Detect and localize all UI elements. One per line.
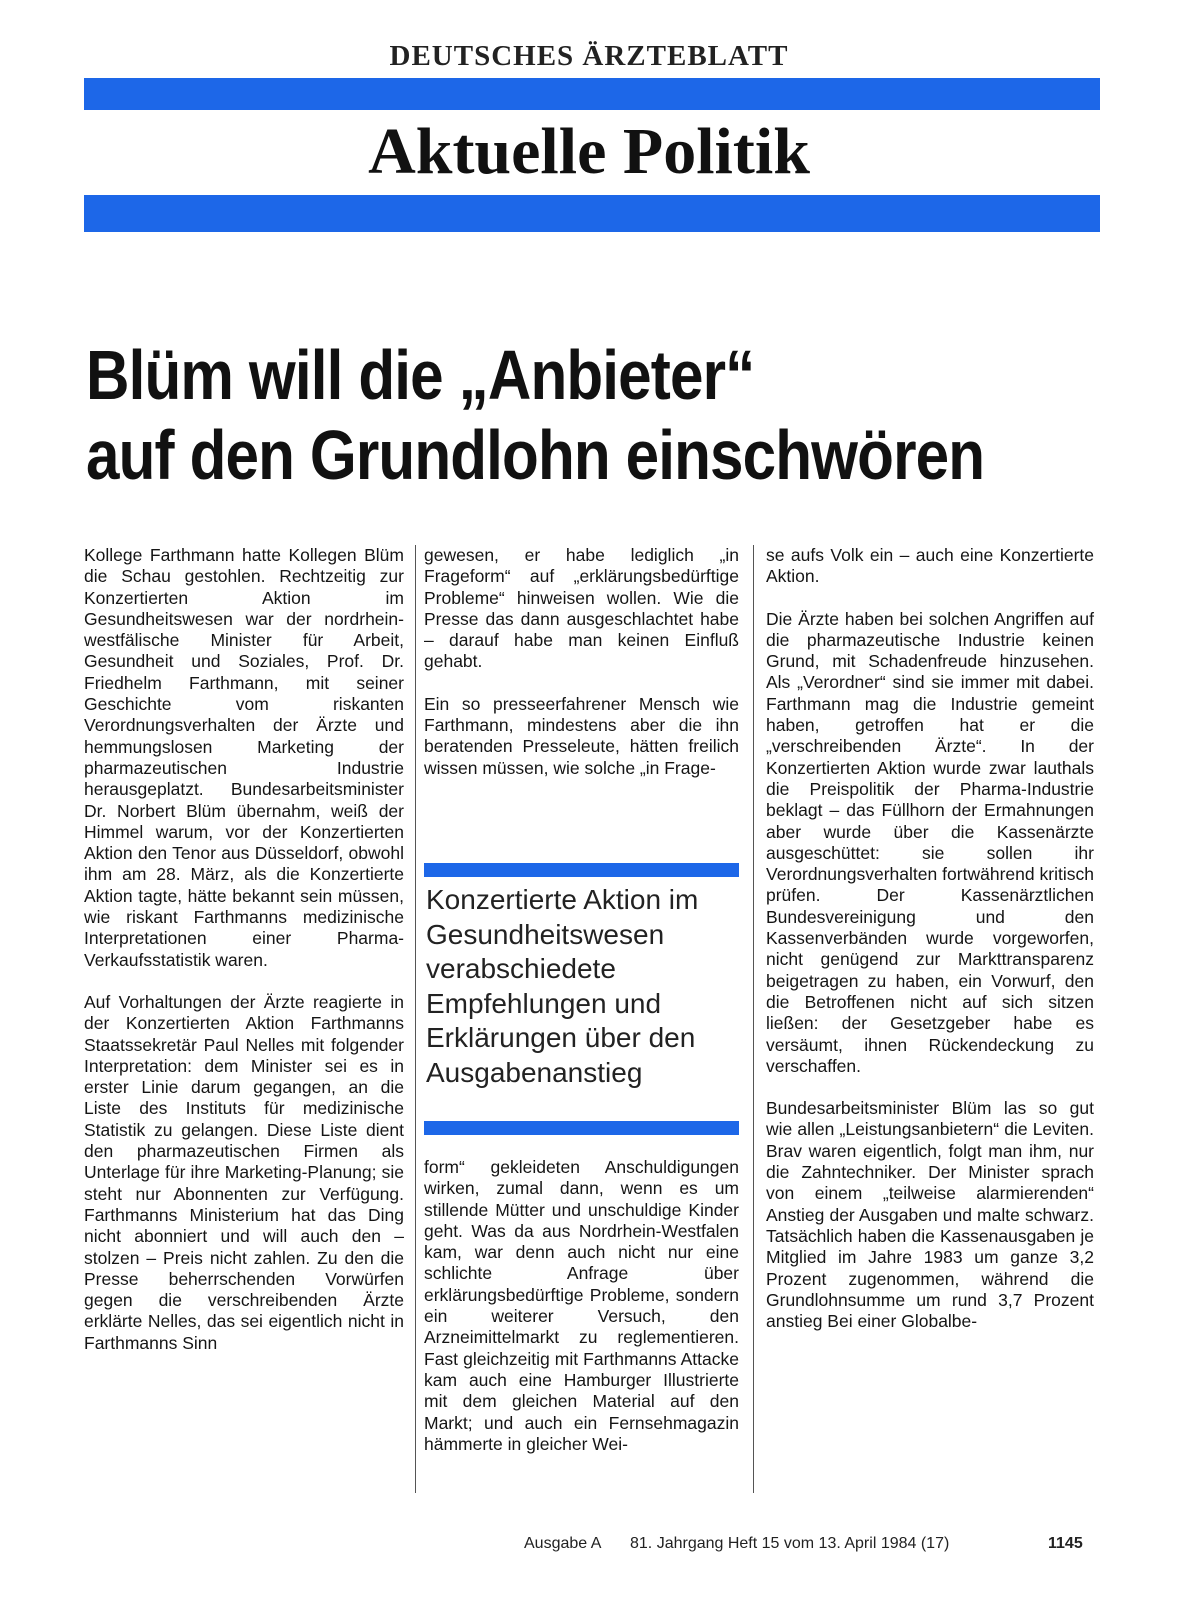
top-blue-band (84, 78, 1100, 110)
paragraph: se aufs Volk ein – auch eine Konzertierte Aktion. (766, 545, 1094, 587)
article-column-2-continued (424, 1157, 739, 1476)
paragraph: Ein so presseerfahrener Mensch wie Farthmann, mindestens aber die ihn beratenden Presseleute, hätten freilich wissen müssen, wie solche „in Frage- (424, 693, 739, 778)
paragraph: form“ gekleideten Anschuldigungen wirken, zumal dann, wenn es um stillende Mütter und unschuldige Kinder geht. Was da aus Nordrhein-Westfalen kam, war denn auch nicht nur eine schlichte Anfrage über erklärungsbedürftige Probleme, sondern ein weiterer Versuch, den Arzneimittelmarkt zu reglementieren. Fast gleichzeitig mit Farthmanns Attacke kam auch eine Hamburger Illustrierte mit dem gleichen Material auf den Markt; und auch ein Fernsehmagazin hämmerte in gleicher Wei- (424, 1157, 739, 1454)
bottom-blue-band (84, 195, 1100, 232)
pull-quote-box: Konzertierte Aktion im Gesundheitswesen verabschiedete Empfehlungen und Erklärungen über den Ausgabenanstieg (426, 884, 699, 1088)
column-divider (753, 545, 754, 1493)
section-title: Aktuelle Politik (368, 115, 810, 188)
headline-line-1: Blüm will die „Anbieter“ (86, 336, 755, 414)
masthead: DEUTSCHES ÄRZTEBLATT (389, 40, 789, 72)
column-divider (415, 545, 416, 1493)
footer-edition: Ausgabe A (524, 1535, 602, 1552)
paragraph: Auf Vorhaltungen der Ärzte reagierte in der Konzertierten Aktion Farthmanns Staatssekretär Paul Nelles mit folgender Interpretation: dem Minister sei es in erster Linie darum gegangen, an die Liste des Instituts für medizinische Statistik zu gelangen. Diese Liste dient den pharmazeutischen Firmen als Unterlage für ihre Marketing-Planung; sie steht nur Abonnenten zur Verfügung. Farthmanns Ministerium hat das Ding nicht abonniert und will auch den – stolzen – Preis nicht zahlen. Zu den die Presse beherrschenden Vorwürfen gegen die verschreibenden Ärzte erklärte Nelles, das sei eigentlich nicht in Farthmanns Sinn (84, 991, 404, 1353)
box-top-band (424, 863, 739, 877)
article-column-2 (424, 545, 739, 800)
paragraph: Kollege Farthmann hatte Kollegen Blüm die Schau gestohlen. Rechtzeitig zur Konzertierten Aktion im Gesundheitswesen war der nordrhein-westfälische Minister für Arbeit, Gesundheit und Soziales, Prof. Dr. Friedhelm Farthmann, mit seiner Geschichte vom riskanten Verordnungsverhalten der Ärzte und hemmungslosen Marketing der pharmazeutischen Industrie herausgeplatzt. Bundesarbeitsminister Dr. Norbert Blüm übernahm, weiß der Himmel warum, vor der Konzertierten Aktion den Tenor aus Düsseldorf, obwohl ihm am 28. März, als die Konzertierte Aktion tagte, hätte bekannt sein müssen, wie riskant Farthmanns medizinische Interpretationen einer Pharma-Verkaufsstatistik waren. (84, 545, 404, 970)
footer-issue: 81. Jahrgang Heft 15 vom 13. April 1984 (17) (630, 1535, 950, 1552)
paragraph: gewesen, er habe lediglich „in Frageform“ auf „erklärungsbedürftige Probleme“ hinweisen wollen. Wie die Presse das dann ausgeschlachtet habe – darauf habe man keinen Einfluß gehabt. (424, 545, 739, 672)
article-headline (86, 335, 985, 495)
article-column-3 (766, 545, 1094, 1353)
headline-line-2: auf den Grundlohn einschwören (86, 416, 985, 494)
article-column-1 (84, 545, 404, 1375)
box-bottom-band (424, 1121, 739, 1135)
paragraph: Die Ärzte haben bei solchen Angriffen auf die pharmazeutische Industrie keinen Grund, mit Schadenfreude hinzusehen. Als „Verordner“ sind sie immer mit dabei. Farthmann mag die Industrie gemeint haben, getroffen hat er die „verschreibenden Ärzte“. In der Konzertierten Aktion wurde zwar lauthals die Preispolitik der Pharma-Industrie beklagt – das Füllhorn der Ermahnungen aber wurde über die Kassenärzte ausgeschüttet: sie sollen ihr Verordnungsverhalten fortwährend kritisch prüfen. Der Kassenärztlichen Bundesvereinigung und den Kassenverbänden wurde vorgeworfen, nicht genügend zur Markttransparenz beigetragen zu haben, ein Vorwurf, den die Betroffenen nicht auf sich sitzen ließen: der Gesetzgeber habe es versäumt, ihnen Rückendeckung zu verschaffen. (766, 608, 1094, 1076)
paragraph: Bundesarbeitsminister Blüm las so gut wie allen „Leistungsanbietern“ die Leviten. Brav waren eigentlich, folgt man ihm, nur die Zahntechniker. Der Minister sprach von einem „teilweise alarmierenden“ Anstieg der Ausgaben und malte schwarz. Tatsächlich haben die Kassenausgaben je Mitglied im Jahre 1983 um ganze 3,2 Prozent zugenommen, während die Grundlohnsumme um rund 3,7 Prozent anstieg Bei einer Globalbe- (766, 1098, 1094, 1332)
page-number: 1145 (1048, 1535, 1083, 1552)
